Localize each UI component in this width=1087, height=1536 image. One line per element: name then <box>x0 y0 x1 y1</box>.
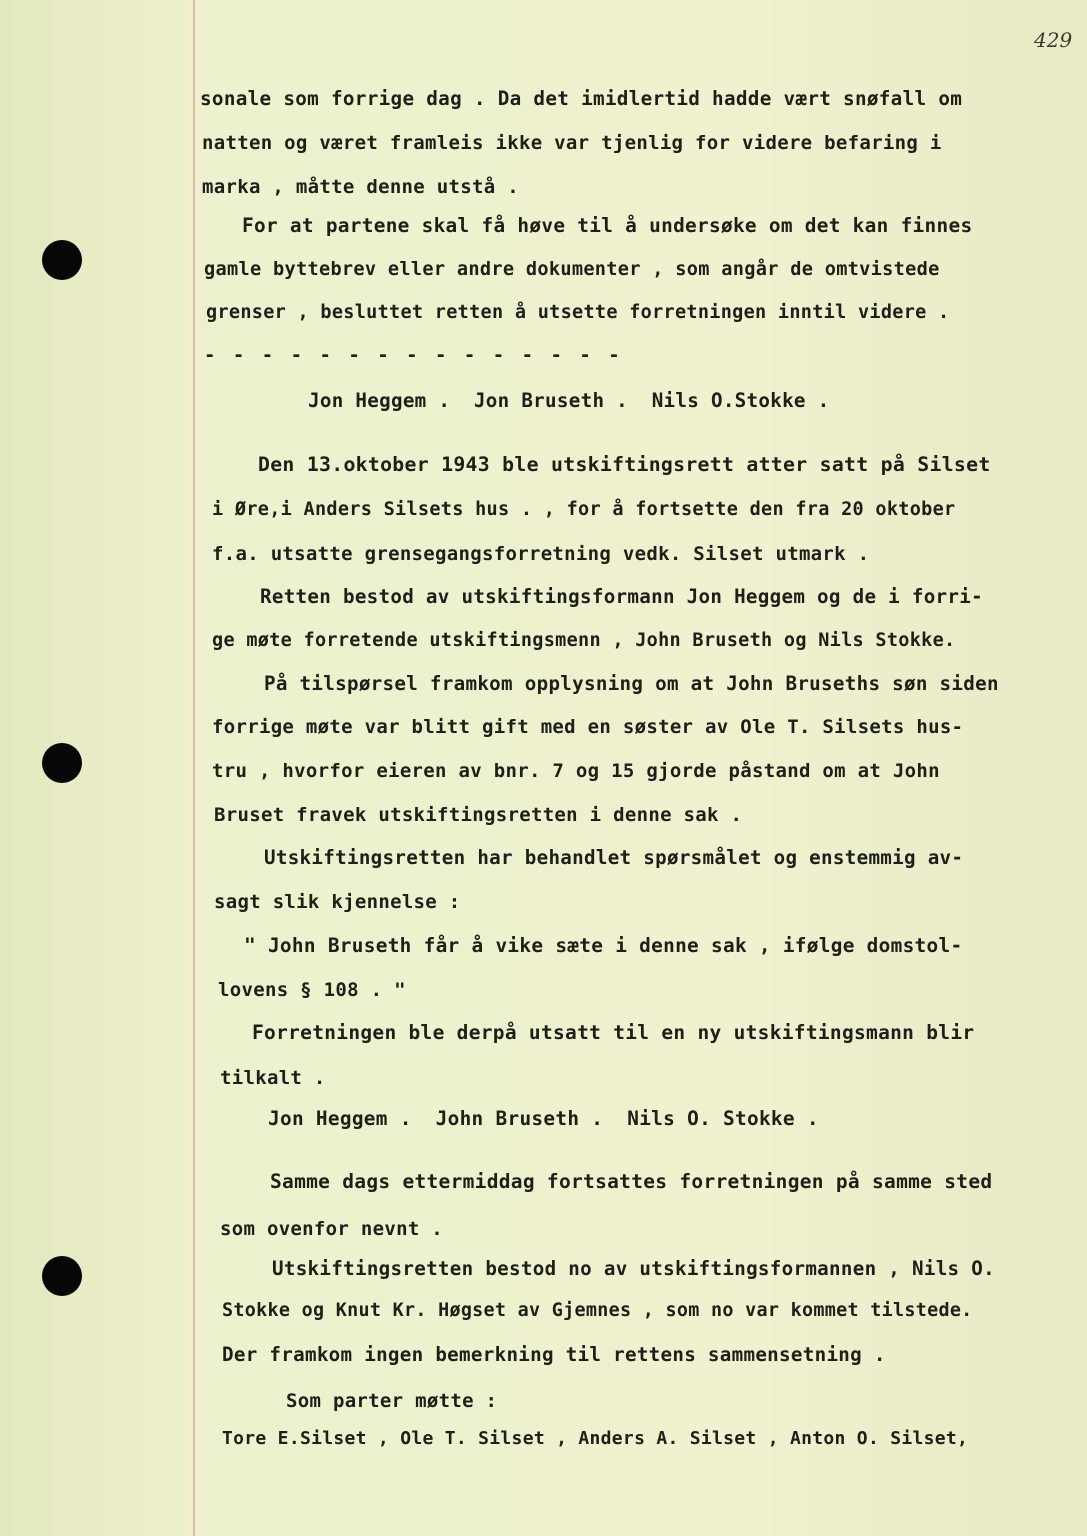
text-line: som ovenfor nevnt . <box>220 1218 444 1240</box>
text-line: " John Bruseth får å vike sæte i denne sak , ifølge domstol- <box>244 934 963 957</box>
text-line: På tilspørsel framkom opplysning om at John Bruseths søn siden <box>264 672 999 695</box>
text-line: ge møte forretende utskiftingsmenn , John Bruseth og Nils Stokke. <box>212 630 956 651</box>
text-line: tru , hvorfor eieren av bnr. 7 og 15 gjorde påstand om at John <box>212 760 940 782</box>
text-line: Forretningen ble derpå utsatt til en ny utskiftingsmann blir <box>252 1021 975 1044</box>
punch-hole-bottom <box>42 1256 82 1296</box>
signature-line: Jon Heggem . Jon Bruseth . Nils O.Stokke . <box>308 389 830 412</box>
text-line: marka , måtte denne utstå . <box>202 176 519 198</box>
text-line: sonale som forrige dag . Da det imidlertid hadde vært snøfall om <box>200 87 963 110</box>
text-line: Stokke og Knut Kr. Høgset av Gjemnes , som no var kommet tilstede. <box>222 1300 973 1321</box>
signature-line: Jon Heggem . John Bruseth . Nils O. Stokke . <box>268 1107 819 1130</box>
text-line: sagt slik kjennelse : <box>214 891 461 913</box>
punch-hole-top <box>42 240 82 280</box>
text-line: For at partene skal få høve til å undersøke om det kan finnes <box>242 214 973 237</box>
text-line: Den 13.oktober 1943 ble utskiftingsrett atter satt på Silset <box>258 453 991 476</box>
margin-line <box>193 0 195 1536</box>
text-line: Samme dags ettermiddag fortsattes forretningen på samme sted <box>270 1170 993 1193</box>
text-line: lovens § 108 . " <box>218 979 406 1001</box>
text-line: tilkalt . <box>220 1067 326 1089</box>
text-line: grenser , besluttet retten å utsette forretningen inntil videre . <box>206 302 950 323</box>
separator-dashes: - - - - - - - - - - - - - - - <box>204 344 623 366</box>
text-line: forrige møte var blitt gift med en søster av Ole T. Silsets hus- <box>212 716 964 738</box>
text-line: gamle byttebrev eller andre dokumenter , som angår de omtvistede <box>204 259 940 280</box>
text-line: Retten bestod av utskiftingsformann Jon Heggem og de i forri- <box>260 585 983 608</box>
text-line: i Øre,i Anders Silsets hus . , for å fortsette den fra 20 oktober <box>212 499 956 520</box>
punch-hole-middle <box>42 743 82 783</box>
page-number: 429 <box>1034 28 1073 52</box>
text-line: natten og været framleis ikke var tjenlig for videre befaring i <box>202 132 942 154</box>
text-line: Utskiftingsretten bestod no av utskiftingsformannen , Nils O. <box>272 1257 995 1280</box>
text-line: f.a. utsatte grensegangsforretning vedk. Silset utmark . <box>212 543 870 565</box>
text-line: Bruset fravek utskiftingsretten i denne sak . <box>214 804 743 826</box>
text-line: Der framkom ingen bemerkning til rettens sammensetning . <box>222 1343 886 1366</box>
text-line: Som parter møtte : <box>286 1390 498 1412</box>
text-line: Utskiftingsretten har behandlet spørsmålet og enstemmig av- <box>264 846 964 869</box>
text-line: Tore E.Silset , Ole T. Silset , Anders A. Silset , Anton O. Silset, <box>222 1428 969 1449</box>
